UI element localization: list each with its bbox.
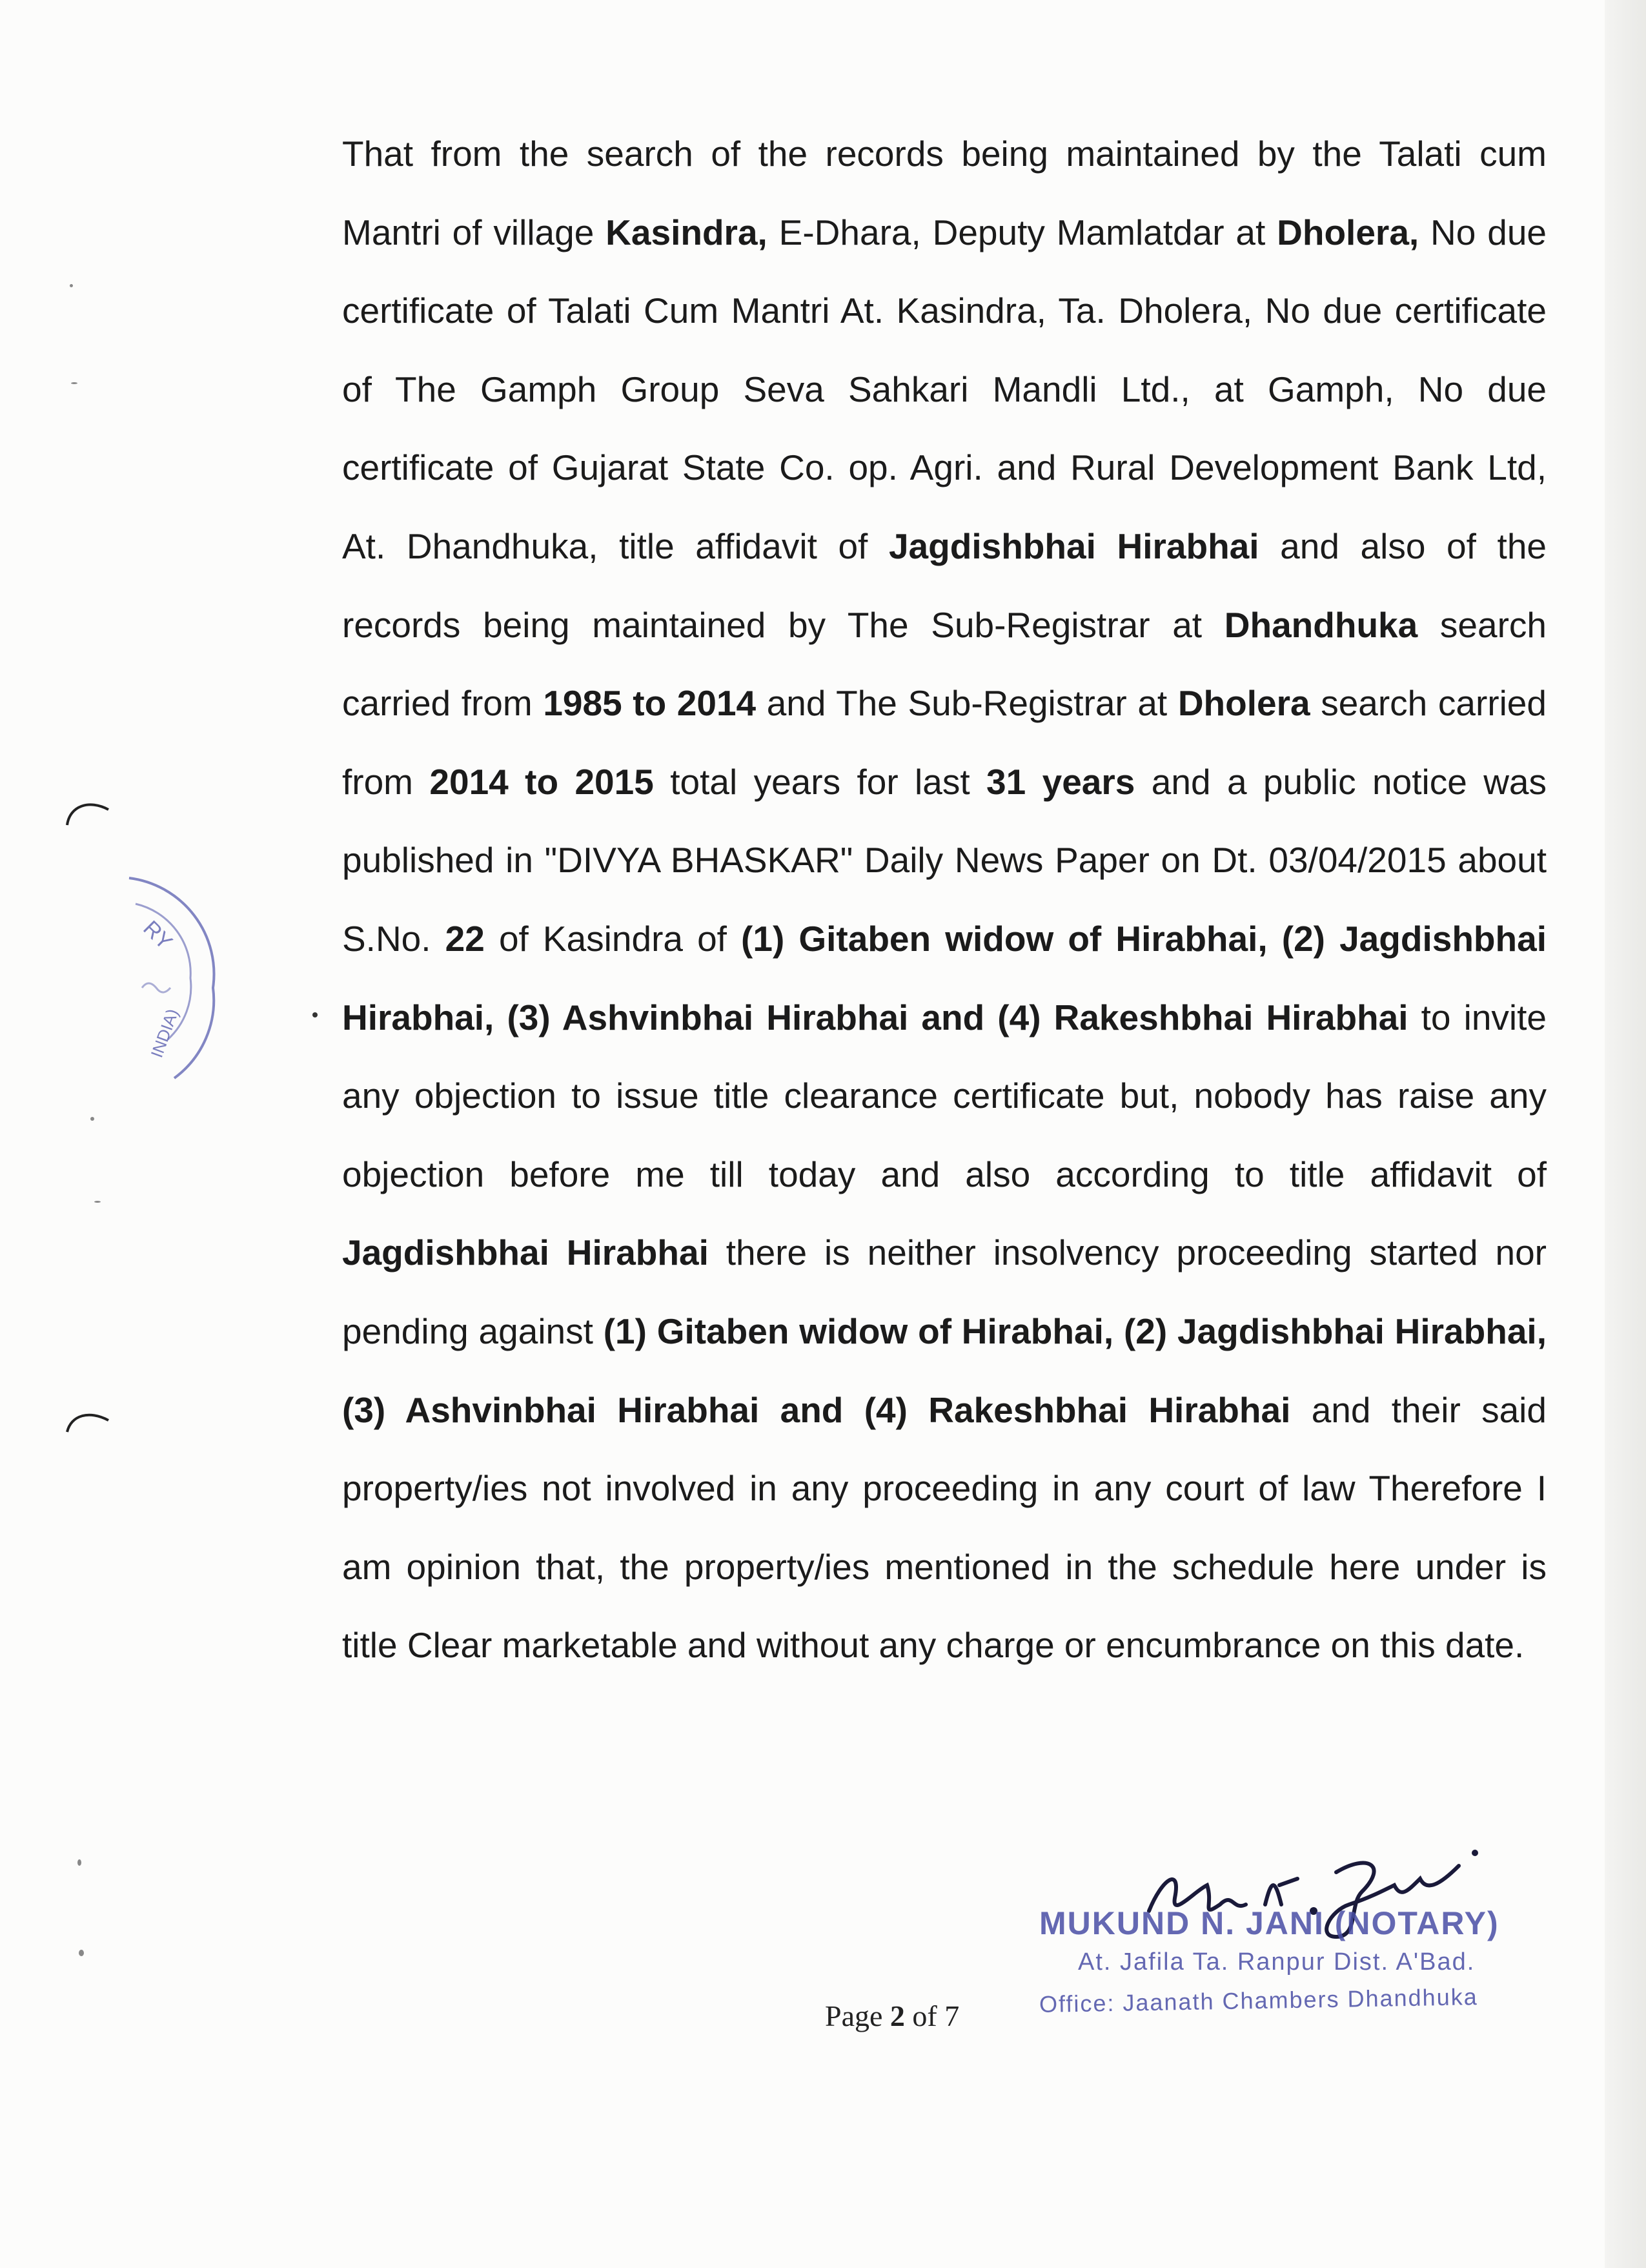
margin-speck bbox=[77, 1859, 81, 1866]
notary-address: At. Jafila Ta. Ranpur Dist. A'Bad. bbox=[1078, 1948, 1476, 1976]
margin-speck bbox=[312, 1012, 318, 1017]
bold-text-run: Dholera, bbox=[1277, 212, 1419, 252]
text-run: search carried from bbox=[342, 604, 1547, 724]
punch-hole-mark-top bbox=[63, 794, 115, 833]
text-run: and their said property/ies not involved in any proceeding in any court of law Therefore I am opinion that, the property/ies mentioned in the schedule here under is title Clear marketable and without any charge or encumbrance on this date. bbox=[342, 1389, 1547, 1666]
notary-office: Office: Jaanath Chambers Dhandhuka bbox=[1039, 1983, 1479, 2018]
text-run: E-Dhara, Deputy Mamlatdar at bbox=[767, 212, 1277, 252]
text-run: search carried from bbox=[342, 683, 1547, 802]
bold-text-run: 1985 to 2014 bbox=[543, 683, 757, 724]
bold-text-run: Kasindra, bbox=[605, 212, 767, 252]
text-run: No due certificate of Talati Cum Mantri At. Kasindra, Ta. Dholera, No due certificate of The Gamph Group Seva Sahkari Mandli Ltd., at Gamph, No due certificate of Gujarat State Co. op. Agri. and Rural Development Bank Ltd, At. Dhandhuka, title affidavit of bbox=[342, 212, 1547, 566]
page-prefix: Page bbox=[825, 1999, 890, 2032]
margin-speck bbox=[94, 1201, 101, 1203]
bold-text-run: Dhandhuka bbox=[1224, 604, 1418, 645]
bold-text-run: Jagdishbhai Hirabhai bbox=[888, 526, 1259, 566]
margin-speck bbox=[90, 1117, 94, 1121]
document-body-paragraph bbox=[342, 115, 1547, 1685]
seal-text-bottom: INDIA) bbox=[147, 1006, 183, 1061]
margin-speck bbox=[79, 1950, 84, 1956]
bold-text-run: Dholera bbox=[1177, 683, 1310, 724]
notary-name: MUKUND N. JANI (NOTARY) bbox=[1039, 1905, 1499, 1941]
text-run: there is neither insolvency proceeding started nor pending against bbox=[342, 1232, 1547, 1351]
bold-text-run: Jagdishbhai Hirabhai bbox=[342, 1232, 709, 1273]
page-total: 7 bbox=[944, 1999, 960, 2032]
text-run: That from the search of the records being maintained by the Talati cum Mantri of village bbox=[342, 134, 1547, 252]
seal-text-top: RY bbox=[138, 915, 178, 955]
page-number bbox=[825, 1999, 959, 2033]
text-run: and The Sub-Registrar at bbox=[756, 683, 1178, 724]
text-run: to invite any objection to issue title clearance certificate but, nobody has raise any objection before me till today and also according to title affidavit of bbox=[342, 997, 1547, 1194]
page-mid: of bbox=[904, 1999, 945, 2032]
page-current: 2 bbox=[889, 1999, 905, 2032]
punch-hole-mark-bottom bbox=[63, 1401, 115, 1440]
round-seal-partial bbox=[116, 865, 226, 1085]
margin-speck bbox=[71, 382, 77, 384]
bold-text-run: 2014 to 2015 bbox=[429, 761, 654, 802]
bold-text-run: 22 bbox=[445, 918, 485, 959]
bold-text-run: (1) Gitaben widow of Hirabhai, (2) Jagdishbhai Hirabhai, (3) Ashvinbhai Hirabhai and (4) Rakeshbhai Hirabhai bbox=[342, 918, 1547, 1037]
text-run: and a public notice was published in "DIVYA BHASKAR" Daily News Paper on Dt. 03/04/2015 about S.No. bbox=[342, 761, 1547, 959]
bold-text-run: (1) Gitaben widow of Hirabhai, (2) Jagdishbhai Hirabhai, (3) Ashvinbhai Hirabhai and (4) Rakeshbhai Hirabhai bbox=[342, 1311, 1547, 1430]
text-run: total years for last bbox=[653, 761, 987, 802]
text-run: and also of the records being maintained by The Sub-Registrar at bbox=[342, 526, 1547, 645]
page-edge-shadow bbox=[1605, 0, 1646, 2268]
margin-speck bbox=[70, 284, 73, 287]
text-run: of Kasindra of bbox=[484, 918, 742, 959]
bold-text-run: 31 years bbox=[986, 761, 1135, 802]
notary-stamp bbox=[1020, 1905, 1510, 2034]
